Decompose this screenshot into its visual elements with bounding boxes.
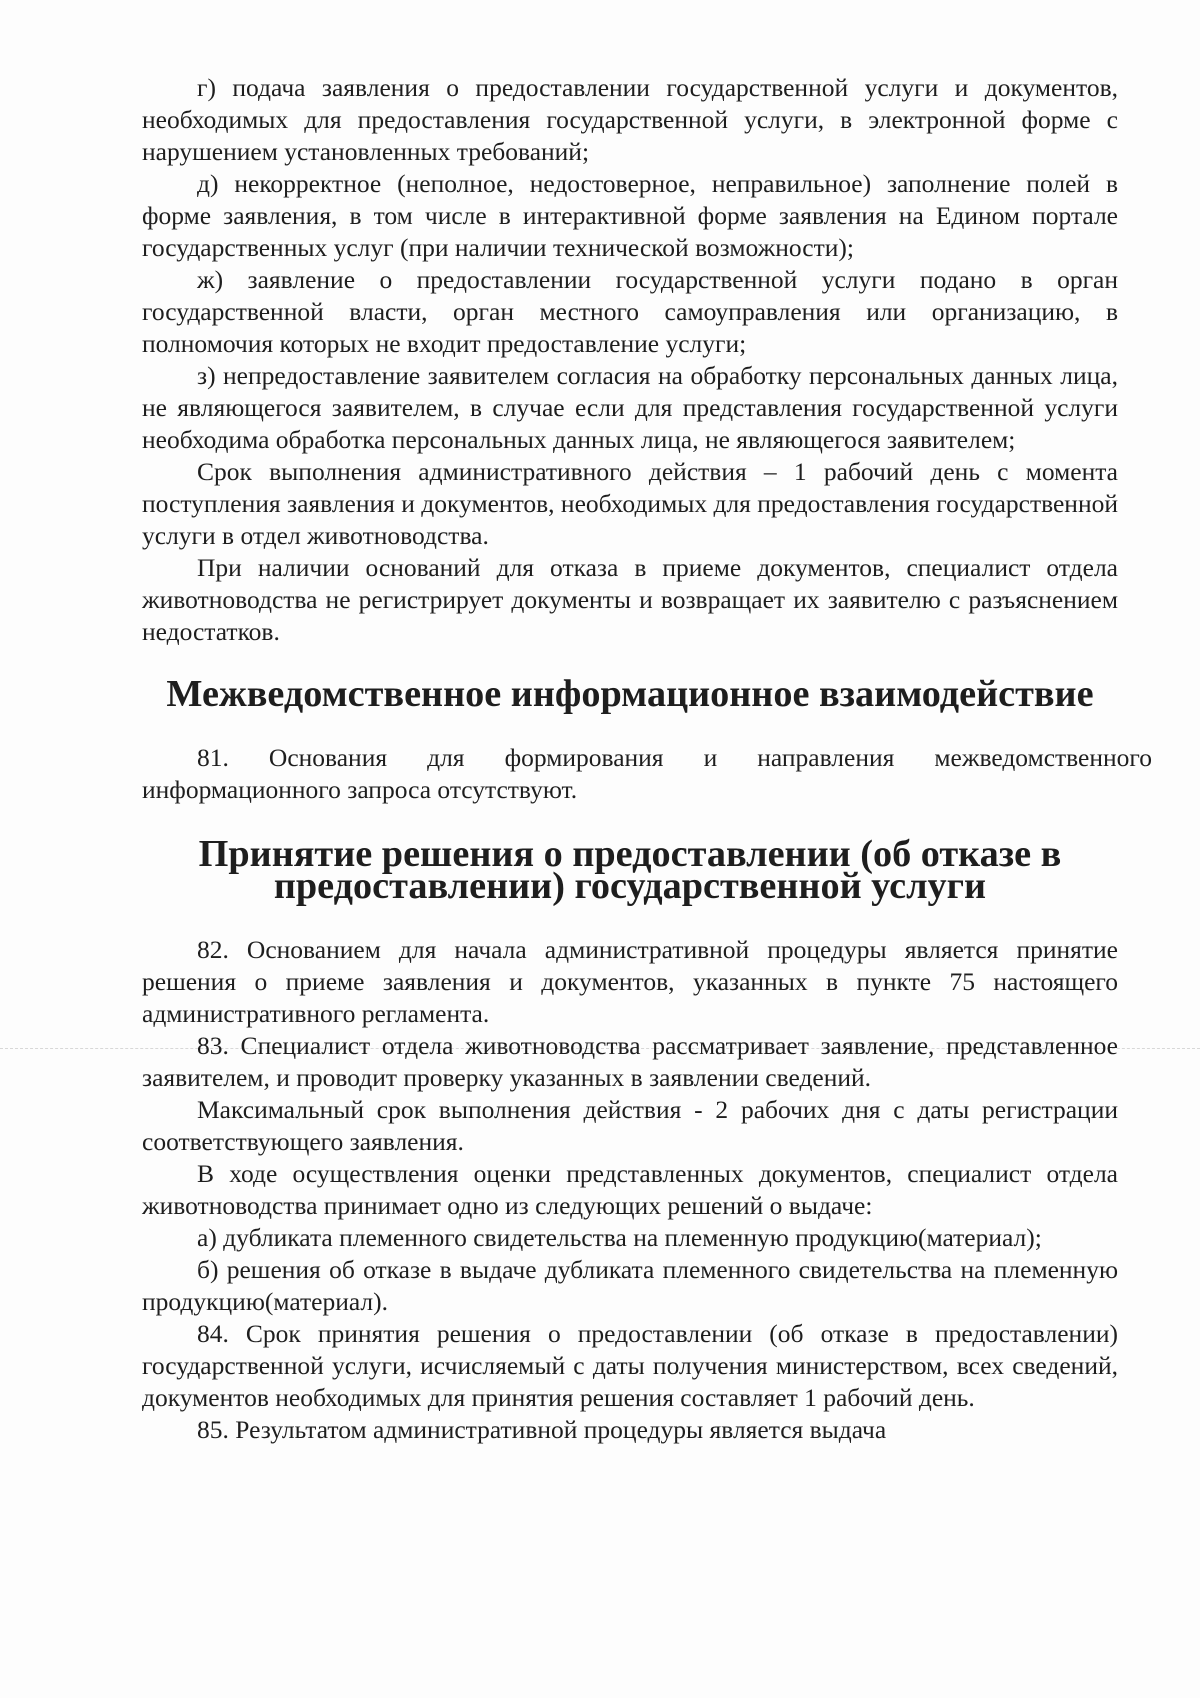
document-body: [142, 72, 1152, 1446]
paragraph-81: 81. Основания для формирования и направления межведомственного информационного запроса отсутствуют.: [142, 743, 1152, 804]
paragraph-deadline: Срок выполнения административного действия – 1 рабочий день с момента поступления заявления и документов, необходимых для предоставления государственной услуги в отдел животноводства.: [142, 457, 1118, 550]
section-heading-decision: Принятие решения о предоставлении (об отказе в предоставлении) государственной услуги: [198, 833, 1062, 907]
paragraph-assessment: В ходе осуществления оценки представленных документов, специалист отдела животноводства принимает одно из следующих решений о выдаче:: [142, 1159, 1118, 1220]
paragraph-refusal-grounds: При наличии оснований для отказа в приеме документов, специалист отдела животноводства не регистрирует документы и возвращает их заявителю с разъяснением недостатков.: [142, 553, 1118, 646]
paragraph-83: 83. Специалист отдела животноводства рассматривает заявление, представленное заявителем, и проводит проверку указанных в заявлении сведений.: [142, 1031, 1118, 1092]
paragraph-82: 82. Основанием для начала административной процедуры является принятие решения о приеме заявления и документов, указанных в пункте 75 настоящего административного регламента.: [142, 935, 1118, 1028]
paragraph-option-a: а) дубликата племенного свидетельства на племенную продукцию(материал);: [197, 1223, 1042, 1252]
paragraph-z: з) непредоставление заявителем согласия на обработку персональных данных лица, не являющегося заявителем, в случае если для представления государственной услуги необходима обработка персональных данных лица, не являющегося заявителем;: [142, 361, 1118, 454]
paragraph-option-b: б) решения об отказе в выдаче дубликата племенного свидетельства на племенную продукцию(материал).: [142, 1255, 1118, 1316]
paragraph-85: 85. Результатом административной процедуры является выдача: [197, 1415, 887, 1444]
paragraph-g: г) подача заявления о предоставлении государственной услуги и документов, необходимых для предоставления государственной услуги, в электронной форме с нарушением установленных требований;: [142, 73, 1118, 166]
paragraph-84: 84. Срок принятия решения о предоставлении (об отказе в предоставлении) государственной услуги, исчисляемый с даты получения министерством, всех сведений, документов необходимых для принятия решения составляет 1 рабочий день.: [142, 1319, 1118, 1412]
paragraph-d: д) некорректное (неполное, недостоверное, неправильное) заполнение полей в форме заявления, в том числе в интерактивной форме заявления на Едином портале государственных услуг (при наличии технической возможности);: [142, 169, 1118, 262]
paragraph-zh: ж) заявление о предоставлении государственной услуги подано в орган государственной власти, орган местного самоуправления или организацию, в полномочия которых не входит предоставление услуги;: [142, 265, 1118, 358]
paragraph-max-term: Максимальный срок выполнения действия - 2 рабочих дня с даты регистрации соответствующего заявления.: [142, 1095, 1118, 1156]
section-heading-interagency: Межведомственное информационное взаимодействие: [166, 673, 1094, 715]
